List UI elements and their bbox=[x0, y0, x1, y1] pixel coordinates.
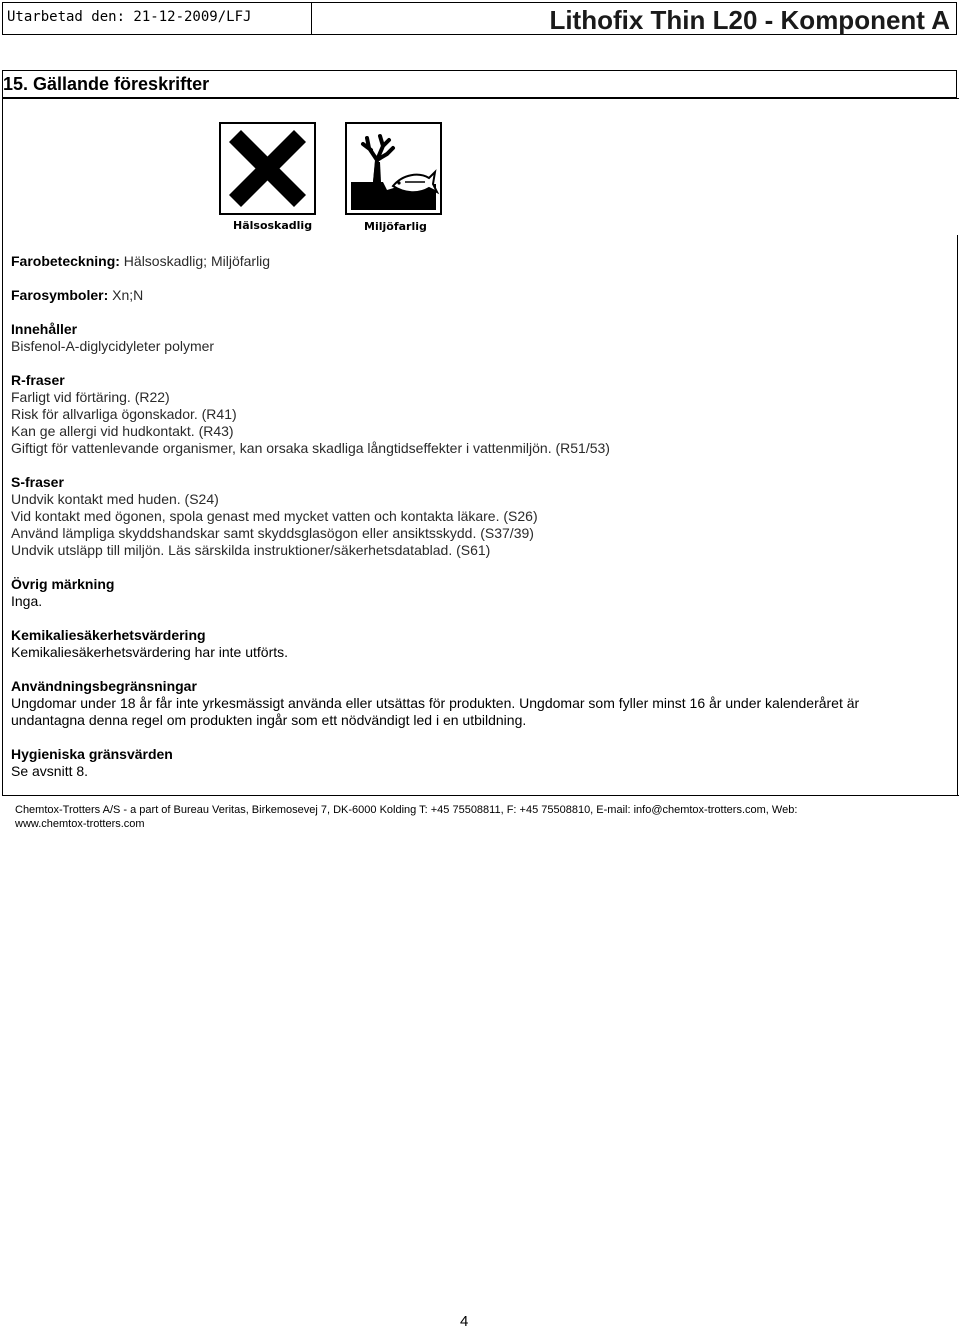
other-labelling-section bbox=[11, 576, 951, 610]
exposure-limits-line: Se avsnitt 8. bbox=[11, 763, 89, 779]
hazard-symbols-label: Farosymboler: bbox=[11, 287, 109, 303]
chemical-safety-heading: Kemikaliesäkerhetsvärdering bbox=[11, 627, 206, 643]
hazard-designation bbox=[11, 253, 951, 270]
s-phrase: Använd lämpliga skyddshandskar samt skyddsglasögon eller ansiktsskydd. (S37/39) bbox=[11, 525, 534, 541]
harmful-label: Hälsoskadlig bbox=[233, 219, 313, 232]
chemical-safety-section bbox=[11, 627, 951, 661]
regulatory-info bbox=[11, 253, 951, 780]
usage-restrictions-section bbox=[11, 678, 951, 729]
contains-line: Bisfenol-A-diglycidyleter polymer bbox=[11, 338, 215, 354]
other-labelling-line: Inga. bbox=[11, 593, 43, 609]
hazard-symbols bbox=[11, 287, 951, 304]
usage-restrictions-line: undantagna denna regel om produkten ingår som ett nödvändigt led i en utbildning. bbox=[11, 712, 527, 728]
prepared-date: Utarbetad den: 21-12-2009/LFJ bbox=[7, 9, 252, 25]
content-right-border bbox=[957, 235, 958, 796]
contains-heading: Innehåller bbox=[11, 321, 78, 337]
footer-line-2: www.chemtox-trotters.com bbox=[15, 818, 145, 830]
page-number: 4 bbox=[460, 1313, 469, 1330]
section-title: 15. Gällande föreskrifter bbox=[2, 70, 957, 98]
contains-section bbox=[11, 321, 951, 355]
environment-label: Miljöfarlig bbox=[364, 220, 427, 233]
usage-restrictions-line: Ungdomar under 18 år får inte yrkesmässigt använda eller utsättas för produkten. Ungdomar som fyller minst 16 år under kalenderåret är bbox=[11, 695, 860, 711]
environment-hazard-icon bbox=[345, 122, 442, 215]
product-title: Lithofix Thin L20 - Komponent A bbox=[549, 5, 950, 35]
usage-restrictions-heading: Användningsbegränsningar bbox=[11, 678, 197, 694]
s-phrases-heading: S-fraser bbox=[11, 474, 64, 490]
harmful-x-icon bbox=[219, 122, 316, 215]
company-footer bbox=[15, 803, 945, 831]
r-phrase: Giftigt för vattenlevande organismer, kan orsaka skadliga långtidseffekter i vattenmiljön. (R51/53) bbox=[11, 440, 610, 456]
chemical-safety-line: Kemikaliesäkerhetsvärdering har inte utförts. bbox=[11, 644, 289, 660]
s-phrases-section bbox=[11, 474, 951, 559]
exposure-limits-section bbox=[11, 746, 951, 780]
r-phrase: Kan ge allergi vid hudkontakt. (R43) bbox=[11, 423, 234, 439]
hazard-designation-label: Farobeteckning: bbox=[11, 253, 120, 269]
s-phrase: Vid kontakt med ögonen, spola genast med mycket vatten och kontakta läkare. (S26) bbox=[11, 508, 538, 524]
s-phrase: Undvik utsläpp till miljön. Läs särskilda instruktioner/säkerhetsdatablad. (S61) bbox=[11, 542, 491, 558]
other-labelling-heading: Övrig märkning bbox=[11, 576, 115, 592]
header-divider bbox=[311, 3, 312, 34]
footer-line-1: Chemtox-Trotters A/S - a part of Bureau Veritas, Birkemosevej 7, DK-6000 Kolding T: +45 75508811, F: +45 75508810, E-mail: info@chemtox-trotters.com, Web: bbox=[15, 804, 798, 816]
hazard-designation-value: Hälsoskadlig; Miljöfarlig bbox=[119, 253, 271, 269]
r-phrases-heading: R-fraser bbox=[11, 372, 65, 388]
r-phrase: Risk för allvarliga ögonskador. (R41) bbox=[11, 406, 237, 422]
page-header bbox=[2, 2, 957, 35]
r-phrase: Farligt vid förtäring. (R22) bbox=[11, 389, 170, 405]
exposure-limits-heading: Hygieniska gränsvärden bbox=[11, 746, 173, 762]
hazard-symbols-value: Xn;N bbox=[108, 287, 144, 303]
r-phrases-section bbox=[11, 372, 951, 457]
s-phrase: Undvik kontakt med huden. (S24) bbox=[11, 491, 219, 507]
